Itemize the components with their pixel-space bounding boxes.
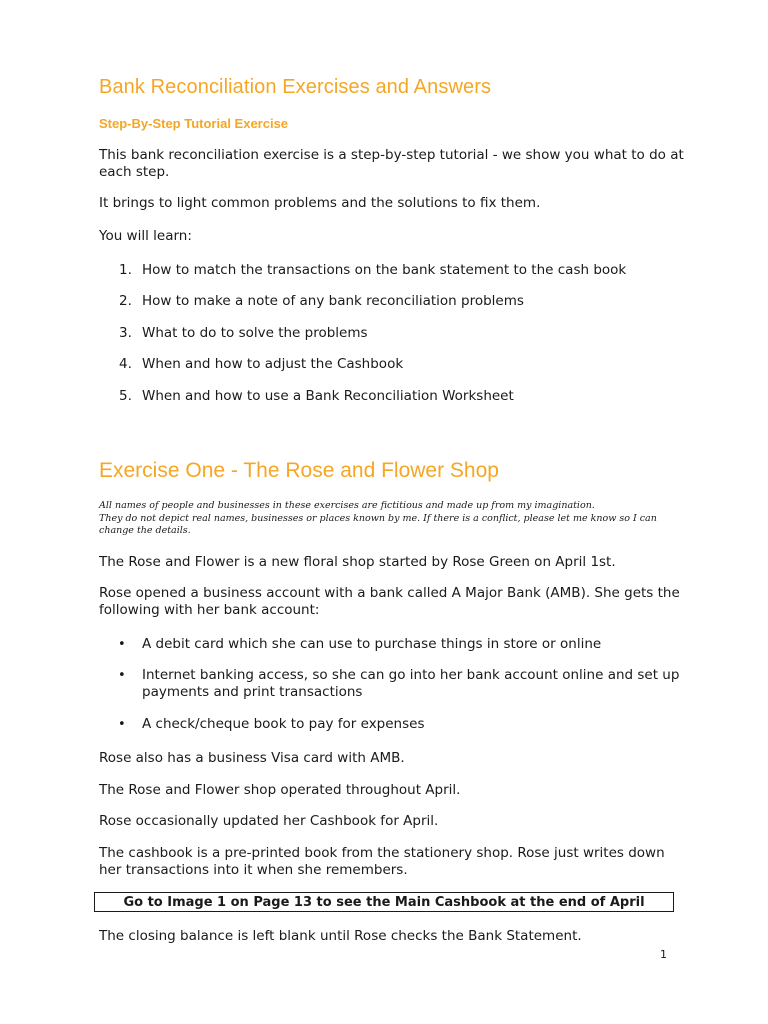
list-item: How to make a note of any bank reconciliation problems	[142, 293, 524, 309]
closing-balance-paragraph: The closing balance is left blank until Rose checks the Bank Statement.	[99, 928, 582, 944]
bullet-glyph: •	[118, 717, 126, 732]
list-item-number: 5.	[119, 388, 132, 404]
intro-paragraph-3: You will learn:	[99, 228, 192, 244]
list-item: Internet banking access, so she can go into her bank account online and set up payments and print transactions	[142, 667, 680, 700]
visa-paragraph: Rose also has a business Visa card with AMB.	[99, 750, 405, 766]
intro-paragraph-1: This bank reconciliation exercise is a step-by-step tutorial - we show you what to do at each step.	[99, 147, 684, 180]
list-item-number: 3.	[119, 325, 132, 341]
list-item-number: 2.	[119, 293, 132, 309]
cashbook-paragraph: The cashbook is a pre-printed book from the stationery shop. Rose just writes down her transactions into it when she remembers.	[99, 845, 665, 878]
updated-paragraph: Rose occasionally updated her Cashbook for April.	[99, 813, 439, 829]
list-item-number: 1.	[119, 262, 132, 278]
list-item: A debit card which she can use to purchase things in store or online	[142, 636, 602, 652]
rose-paragraph-1: The Rose and Flower is a new floral shop started by Rose Green on April 1st.	[99, 554, 616, 570]
document-title: Bank Reconciliation Exercises and Answers	[99, 76, 492, 98]
list-item: When and how to use a Bank Reconciliation Worksheet	[142, 388, 514, 404]
bullet-glyph: •	[118, 668, 126, 683]
operated-paragraph: The Rose and Flower shop operated throughout April.	[99, 782, 461, 798]
list-item: A check/cheque book to pay for expenses	[142, 716, 425, 732]
list-item: How to match the transactions on the bank statement to the cash book	[142, 262, 627, 278]
disclaimer-note	[99, 500, 689, 538]
list-item-number: 4.	[119, 356, 132, 372]
list-item: What to do to solve the problems	[142, 325, 368, 341]
intro-paragraph-2: It brings to light common problems and the solutions to fix them.	[99, 195, 541, 211]
disclaimer-line-2: They do not depict real names, businesses or places known by me. If there is a conflict, please let me know so I can change the details.	[99, 512, 657, 536]
image-reference-box: Go to Image 1 on Page 13 to see the Main Cashbook at the end of April	[94, 892, 674, 912]
list-item: When and how to adjust the Cashbook	[142, 356, 404, 372]
page-number: 1	[660, 948, 667, 961]
disclaimer-line-1: All names of people and businesses in these exercises are fictitious and made up from my imagination.	[99, 500, 595, 511]
document-subtitle: Step-By-Step Tutorial Exercise	[99, 116, 289, 131]
exercise-heading: Exercise One - The Rose and Flower Shop	[99, 459, 499, 482]
rose-paragraph-2: Rose opened a business account with a bank called A Major Bank (AMB). She gets the following with her bank account:	[99, 585, 680, 618]
bullet-glyph: •	[118, 637, 126, 652]
